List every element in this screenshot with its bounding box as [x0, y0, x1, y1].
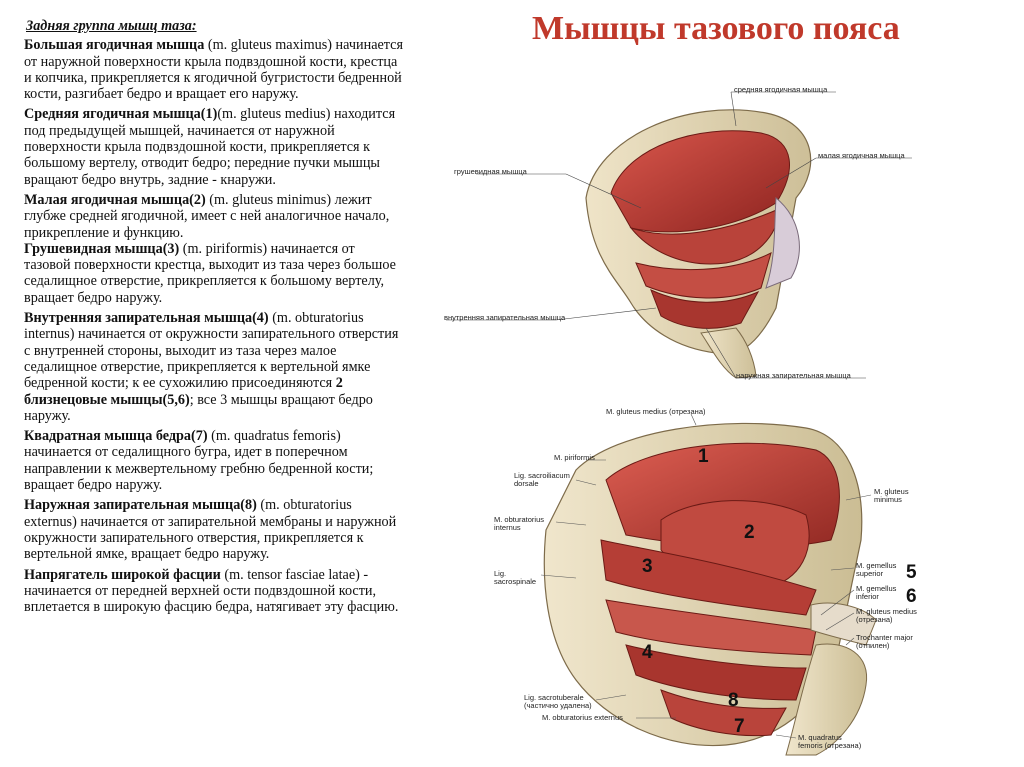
number-7: 7 — [734, 716, 745, 737]
desc: (m. tensor fasciae latae) - начинается от передней верхней ости подвздошной кости, вплетается в широкую фасцию бедра, натягивает эту фасцию. — [24, 566, 399, 616]
paragraph-gluteus-maximus — [18, 37, 404, 102]
desc: (m. gluteus maximus) начинается от наружной поверхности крыла подвздошной кости, крестца и копчика, прикрепляется к ягодичной бугристости бедренной кости, разгибает бедро и вращает его наружу. — [24, 37, 403, 103]
number-4: 4 — [642, 642, 653, 663]
term: Наружная запирательная мышца(8) — [24, 497, 257, 514]
term: Квадратная мышца бедра(7) — [24, 428, 208, 445]
label-obturator-internus: внутренняя запирательная мышца — [444, 313, 566, 322]
pelvis-illustration-upper — [436, 78, 912, 388]
label-gluteus-medius-cut: M. gluteus medius (отрезана) — [606, 407, 706, 416]
paragraph-quadratus-femoris — [18, 428, 404, 493]
term: 2 близнецовые мышцы(5,6) — [24, 375, 343, 408]
term: Средняя ягодичная мышца(1) — [24, 106, 218, 123]
desc: (m. quadratus femoris) начинается от седалищного бугра, идет в поперечном направлении к межвертельному гребню бедренной кости; вращает бедро наружу. — [24, 428, 374, 494]
paragraph-obturator-externus — [18, 497, 404, 562]
label-gemellus-inferior: M. gemellus inferior — [856, 584, 897, 601]
label-sacrotuberale: Lig. sacrotuberale (частично удалена) — [524, 693, 592, 710]
label-quadratus: M. quadratus femoris (отрезана) — [798, 733, 862, 750]
term: Малая ягодичная мышца(2) — [24, 191, 206, 208]
number-5: 5 — [906, 562, 917, 583]
pelvis-figure-lower — [486, 400, 1010, 762]
paragraph-gluteus-minimus — [18, 192, 404, 241]
paragraph-tensor-fasciae — [18, 567, 404, 616]
number-8: 8 — [728, 690, 739, 711]
label-gemellus-superior: M. gemellus superior — [856, 561, 897, 578]
pelvis-figure-upper — [436, 78, 912, 388]
number-3: 3 — [642, 556, 653, 577]
term: Большая ягодичная мышца — [24, 37, 205, 54]
number-1: 1 — [698, 446, 709, 467]
label-gluteus-medius: средняя ягодичная мышца — [734, 85, 828, 94]
label-gluteus-medius-cut2: M. gluteus medius (отрезана) — [856, 607, 917, 624]
number-6: 6 — [906, 586, 917, 607]
text-column — [18, 18, 404, 619]
desc: ; все 3 мышцы вращают бедро наружу. — [24, 391, 373, 424]
desc: (m. gluteus minimus) лежит глубже средней ягодичной, имеет с ней аналогичное начало, прикрепление и функцию. — [24, 191, 390, 241]
label-sacrospinale: Lig. sacrospinale — [494, 569, 537, 586]
slide-title: Мышцы тазового пояса — [532, 10, 900, 47]
number-2: 2 — [744, 522, 755, 543]
label-gluteus-minimus: малая ягодичная мышца — [818, 151, 905, 160]
label-piriformis: M. piriformis — [554, 453, 595, 462]
desc: (m. piriformis) начинается от тазовой поверхности крестца, выходит из таза через большое седалищное отверстие, прикрепляется к большому вертелу, вращает бедро наружу. — [24, 240, 396, 306]
label-obturator-externus: наружная запирательная мышца — [736, 371, 851, 380]
paragraph-gluteus-medius — [18, 106, 404, 187]
term: Внутренняя запирательная мышца(4) — [24, 310, 269, 327]
desc: (m. obturatorius internus) начинается от окружности запирательного отверстия с внутренней стороны, выходит из таза через малое седалищное отверстие, прикрепляется к вертельной ямке бедренной кости; к ее сухожилию присоединяются — [24, 310, 399, 392]
paragraph-obturator-internus — [18, 310, 404, 424]
desc: (m. gluteus medius) находится под предыдущей мышцей, начинается от наружной поверхности крыла подвздошной кости, прикрепляется к большому вертелу, отводит бедро; передние пучки мышцы вращают бедро внутрь, задние - кнаружи. — [24, 106, 396, 188]
label-obturator-internus: M. obturatorius internus — [494, 515, 545, 532]
paragraph-piriformis — [18, 241, 404, 306]
label-trochanter: Trochanter major (отпилен) — [856, 633, 913, 650]
term: Напрягатель широкой фасции — [24, 566, 221, 583]
label-sacroiliac: Lig. sacroiliacum dorsale — [514, 471, 570, 488]
label-obturator-externus: M. obturatorius externus — [542, 713, 623, 722]
label-piriformis: грушевидная мышца — [454, 167, 527, 176]
label-gluteus-minimus: M. gluteus minimus — [874, 487, 909, 504]
term: Грушевидная мышца(3) — [24, 240, 180, 257]
desc: (m. obturatorius externus) начинается от запирательной мембраны и наружной окружности запирательного отверстия, прикрепляется к вертельной ямке, вращает бедро наружу. — [24, 497, 397, 563]
section-heading: Задняя группа мышц таза: — [26, 18, 197, 34]
